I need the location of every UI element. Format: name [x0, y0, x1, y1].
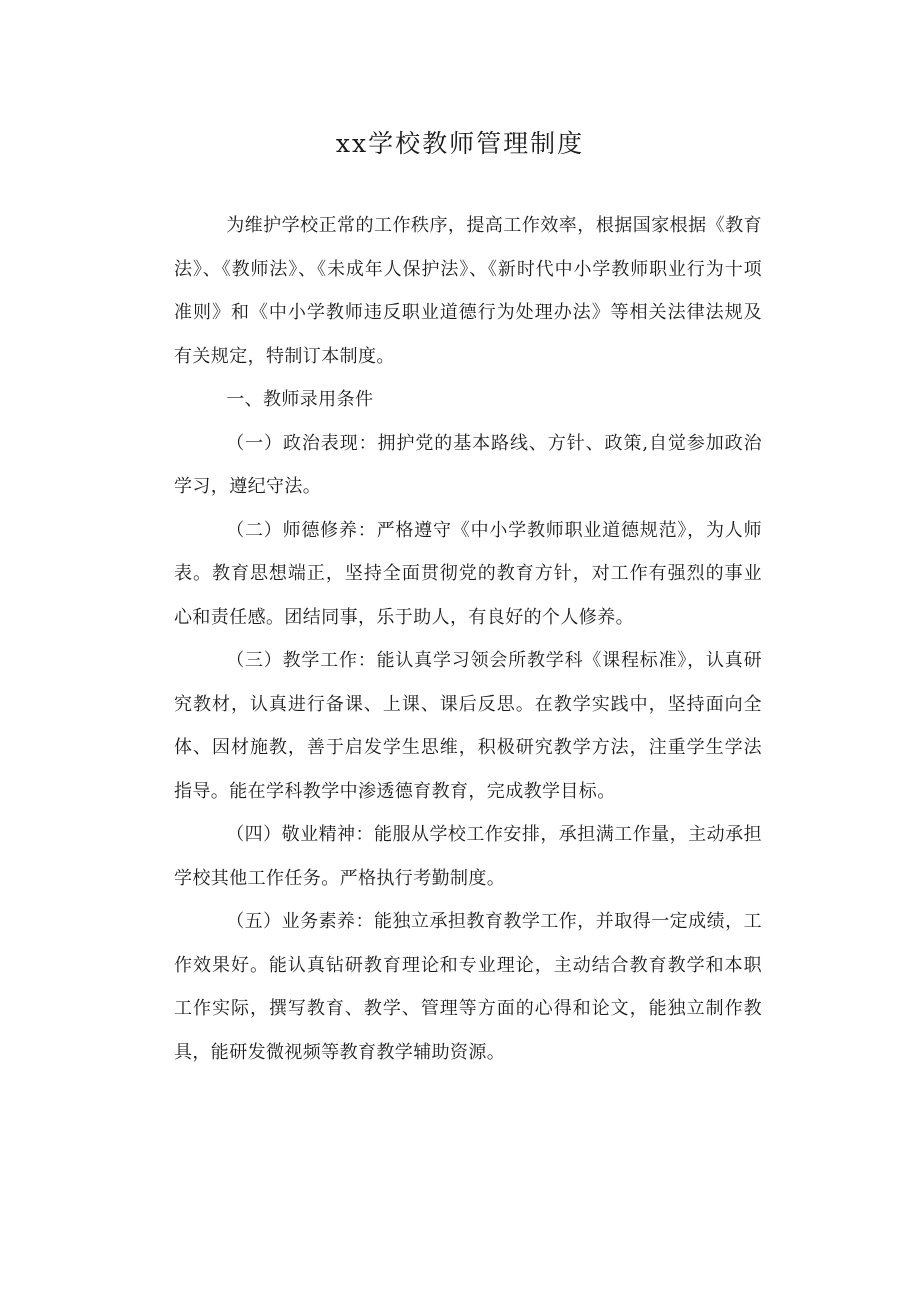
intro-paragraph: 为维护学校正常的工作秩序，提高工作效率，根据国家根据《教育法》、《教师法》、《未成年人保护法》、《新时代中小学教师职业行为十项准则》和《中小学教师违反职业道德行为处理办法》等相关法律法规及有关规定，特制订本制度。 — [174, 215, 762, 367]
item-paragraph: （五）业务素养：能独立承担教育教学工作，并取得一定成绩，工作效果好。能认真钻研教育理论和专业理论，主动结合教育教学和本职工作实际，撰写教育、教学、管理等方面的心得和论文，能独立制作教具，能研发微视频等教育教学辅助资源。 — [174, 911, 762, 1063]
item-paragraph: （四）敬业精神：能服从学校工作安排，承担满工作量，主动承担学校其他工作任务。严格执行考勤制度。 — [174, 824, 762, 889]
document-body — [174, 204, 762, 1074]
document-title: xx学校教师管理制度 — [335, 129, 585, 158]
item-paragraph: （一）政治表现：拥护党的基本路线、方针、政策,自觉参加政治学习，遵纪守法。 — [174, 432, 762, 497]
section-heading: 一、教师录用条件 — [226, 389, 374, 410]
item-paragraph: （三）教学工作：能认真学习领会所教学科《课程标准》，认真研究教材，认真进行备课、上课、课后反思。在教学实践中，坚持面向全体、因材施教，善于启发学生思维，积极研究教学方法，注重学生学法指导。能在学科教学中渗透德育教育，完成教学目标。 — [174, 650, 762, 802]
item-paragraph: （二）师德修养：严格遵守《中小学教师职业道德规范》，为人师表。教育思想端正，坚持全面贯彻党的教育方针，对工作有强烈的事业心和责任感。团结同事，乐于助人，有良好的个人修养。 — [174, 519, 762, 628]
